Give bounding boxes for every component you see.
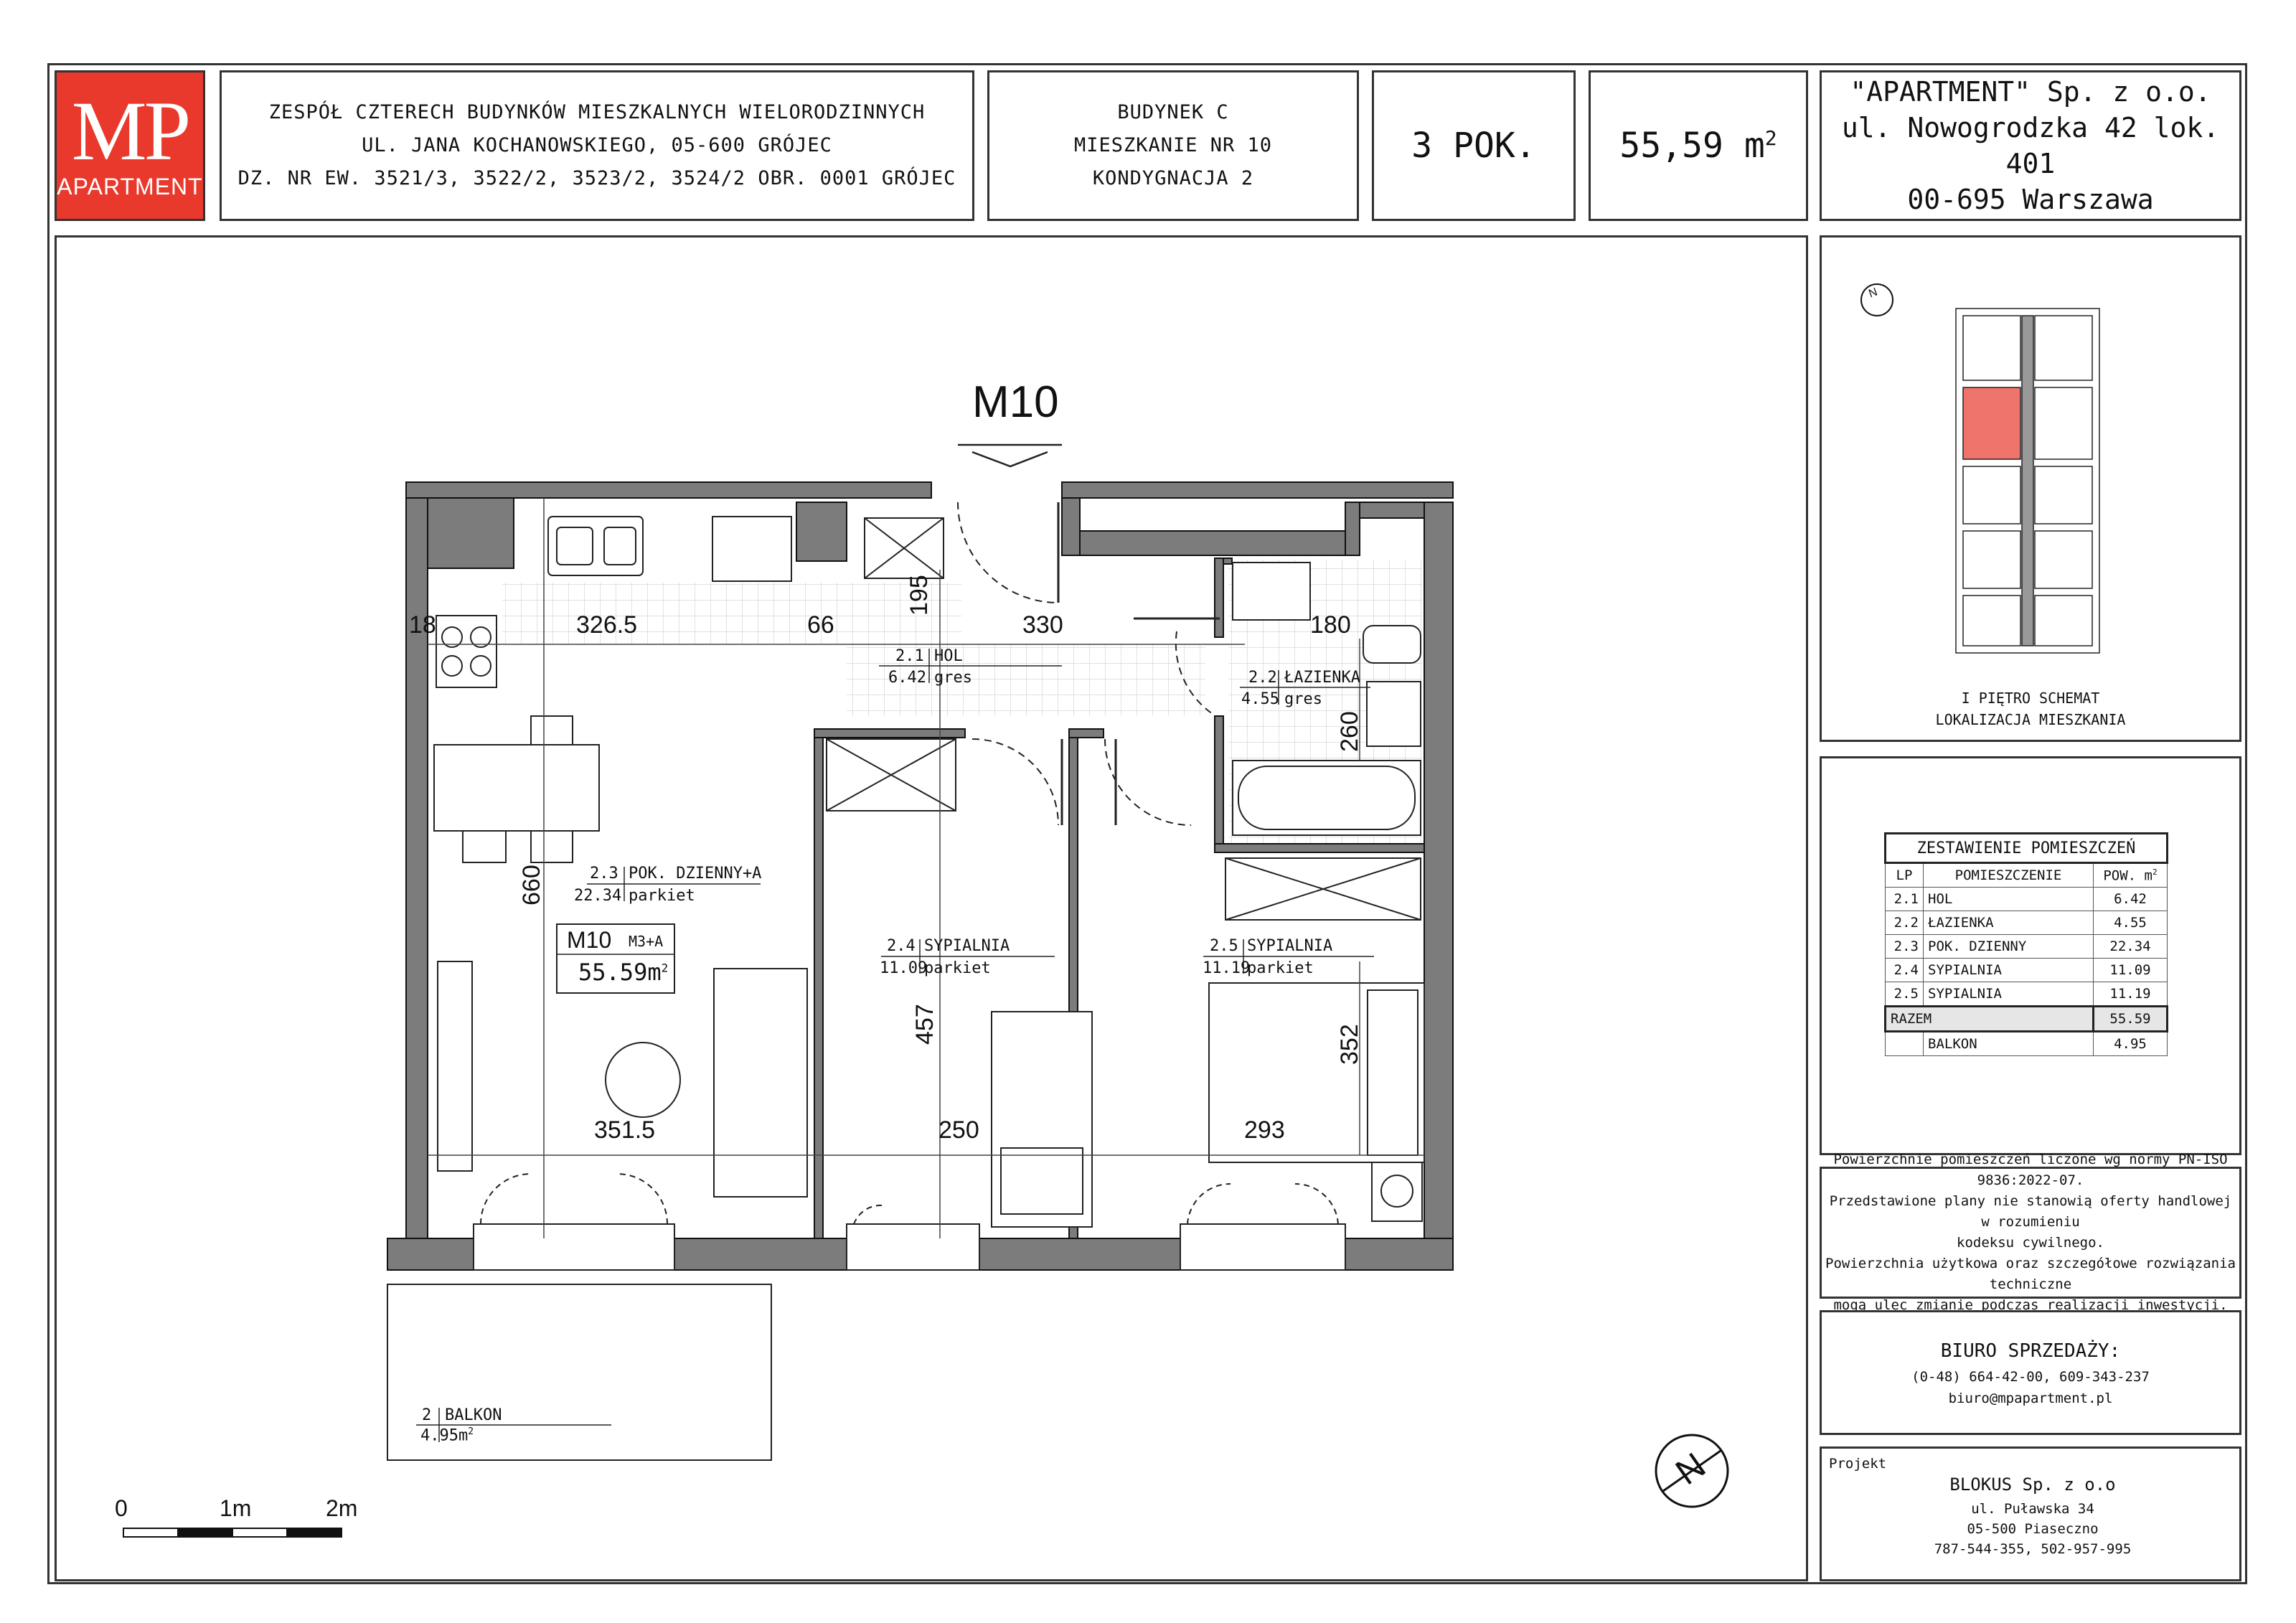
note-line-1: Powierzchnie pomieszczeń liczone wg normy PN-ISO 9836:2022-07. [1833,1152,2228,1188]
schema-caption-2: LOKALIZACJA MIESZKANIA [1935,711,2126,728]
projekt-line-1: ul. Puławska 34 [1971,1501,2094,1517]
syp2-name: SYPIALNIA [1247,937,1333,955]
dzienny-num: 2.3 [590,865,618,883]
syp2-num: 2.5 [1210,937,1238,955]
row-name: SYPIALNIA [1924,982,2094,1007]
projekt-label: Projekt [1829,1456,1887,1472]
badge-type: M3+A [629,933,664,950]
sales-panel [1820,1310,2241,1435]
rooms-table [1884,832,2168,1056]
dim-66: 66 [807,611,834,639]
badge-area-sup: 2 [661,961,669,975]
building-line-1: BUDYNEK C [1117,101,1229,123]
note-line-3: kodeksu cywilnego. [1957,1235,2104,1251]
plan-compass-n: N [1668,1444,1713,1493]
table-total-row [1886,1007,2168,1032]
kitchen-tiles [502,583,961,644]
project-line-2: UL. JANA KOCHANOWSKIEGO, 05-600 GRÓJEC [362,134,832,156]
rooms-table-title: ZESTAWIENIE POMIESZCZEŃ [1886,834,2168,863]
row-lp: 2.4 [1886,959,1924,982]
dzienny-name: POK. DZIENNY+A [629,865,762,883]
dim-660: 660 [518,865,545,905]
row-name: ŁAZIENKA [1924,911,2094,935]
sales-phones: (0-48) 664-42-00, 609-343-237 [1911,1369,2150,1385]
area-sup: 2 [1764,126,1777,150]
th-name: POMIESZCZENIE [1924,863,2094,888]
schema-compass-n: N [1867,286,1879,301]
syp2-area: 11.19 [1203,959,1251,977]
projekt-line-2: 05-500 Piaseczno [1967,1521,2099,1537]
th-lp: LP [1886,863,1924,888]
schema-caption [1820,687,2241,730]
badge-area [578,959,668,986]
syp1-num: 2.4 [887,937,916,955]
row-name: POK. DZIENNY [1924,935,2094,959]
scale-2m: 2m [326,1495,358,1521]
lazienka-finish: gres [1284,690,1322,708]
plan-title: M10 [972,377,1059,427]
table-extra-row [1886,1032,2168,1056]
dim-352: 352 [1336,1024,1363,1065]
developer-line-2: ul. Nowogrodzka 42 lok. 401 [1841,112,2220,179]
total-area: 55.59 [2094,1007,2168,1032]
dzienny-area: 22.34 [574,887,622,905]
schema-floorplan [1956,309,2099,653]
notes-panel [1820,1152,2241,1313]
project-line-3: DZ. NR EW. 3521/3, 3522/2, 3523/2, 3524/2 OBR. 0001 GRÓJEC [237,167,956,189]
balkon-area [420,1426,474,1444]
bottom-windows [474,1224,1345,1270]
syp1-area: 11.09 [880,959,928,977]
bedroom1-furniture [827,739,1092,1227]
th-area [2094,863,2168,888]
badge-area-value: 55.59m [578,959,662,986]
hol-name: HOL [934,647,963,665]
row-lp: 2.1 [1886,888,1924,911]
dim-260: 260 [1336,711,1363,752]
project-line-1: ZESPÓŁ CZTERECH BUDYNKÓW MIESZKALNYCH WIELORODZINNYCH [268,101,926,123]
row-lp: 2.2 [1886,911,1924,935]
dim-457: 457 [911,1004,938,1045]
badge-code: M10 [567,927,612,953]
table-row [1886,959,2168,982]
dim-18: 18 [409,611,436,639]
table-row [1886,911,2168,935]
dim-195: 195 [905,575,933,616]
row-name: SYPIALNIA [1924,959,2094,982]
extra-area: 4.95 [2094,1032,2168,1056]
row-area: 22.34 [2094,935,2168,959]
table-row [1886,982,2168,1007]
balkon-area-value: 4.95m [420,1426,469,1445]
row-area: 4.55 [2094,911,2168,935]
dim-250: 250 [938,1116,979,1144]
th-area-sup: 2 [2152,867,2158,877]
projekt-panel [1820,1446,2241,1581]
dim-330: 330 [1022,611,1063,639]
projekt-company: BLOKUS Sp. z o.o [1949,1474,2116,1495]
logo-apartment: APARTMENT [57,173,203,199]
syp2-finish: parkiet [1247,959,1314,977]
building-schema [1820,235,2241,742]
table-row [1886,935,2168,959]
dim-326-5: 326.5 [576,611,638,639]
row-name: HOL [1924,888,2094,911]
schema-caption-1: I PIĘTRO SCHEMAT [1961,690,2100,707]
schema-compass [1861,284,1893,316]
lazienka-name: ŁAZIENKA [1284,669,1360,687]
sales-title: BIURO SPRZEDAŻY: [1940,1340,2121,1362]
entrance-arrow [958,445,1062,466]
hol-finish: gres [934,669,972,687]
note-line-2: Przedstawione plany nie stanowią oferty handlowej w rozumieniu [1829,1193,2232,1230]
building-line-3: KONDYGNACJA 2 [1092,167,1254,189]
th-area-text: POW. m [2103,867,2152,884]
scale-bar [123,1528,342,1537]
bedroom2-furniture [1209,858,1424,1221]
living-furniture [438,961,807,1197]
developer-info [1820,70,2241,221]
dim-351-5: 351.5 [594,1116,656,1144]
syp1-finish: parkiet [924,959,991,977]
lazienka-area: 4.55 [1241,690,1279,708]
table-row [1886,888,2168,911]
building-line-2: MIESZKANIE NR 10 [1073,134,1273,156]
dzienny-finish: parkiet [629,887,695,905]
balkon-name: BALKON [445,1406,502,1424]
row-area: 11.09 [2094,959,2168,982]
dim-293: 293 [1244,1116,1285,1144]
balkon-area-sup: 2 [468,1426,474,1437]
row-lp: 2.5 [1886,982,1924,1007]
note-line-4: Powierzchnia użytkowa oraz szczegółowe rozwiązania techniczne [1825,1256,2236,1292]
note-line-5: mogą ulec zmianie podczas realizacji inwestycji. [1833,1297,2228,1313]
hol-area: 6.42 [888,669,926,687]
syp1-name: SYPIALNIA [924,937,1010,955]
developer-line-1: "APARTMENT" Sp. z o.o. [1850,76,2211,108]
developer-line-3: 00-695 Warszawa [1907,184,2154,215]
rooms-count-value: 3 POK. [1411,126,1536,166]
row-lp: 2.3 [1886,935,1924,959]
projekt-body [1822,1470,2244,1559]
row-area: 6.42 [2094,888,2168,911]
total-label: RAZEM [1886,1007,2094,1032]
rooms-table-wrap [1884,832,2168,1056]
area-number: 55,59 m [1619,126,1765,166]
dim-180: 180 [1310,611,1351,639]
hol-num: 2.1 [895,647,924,665]
sales-email: biuro@mpapartment.pl [1948,1391,2113,1406]
balkon-num: 2 [422,1406,432,1424]
projekt-line-3: 787-544-355, 502-957-995 [1934,1541,2132,1557]
row-area: 11.19 [2094,982,2168,1007]
logo-mp: MP [71,83,189,178]
scale-0: 0 [115,1495,128,1521]
scale-1m: 1m [220,1495,252,1521]
extra-name: BALKON [1924,1032,2094,1056]
lazienka-num: 2.2 [1248,669,1277,687]
